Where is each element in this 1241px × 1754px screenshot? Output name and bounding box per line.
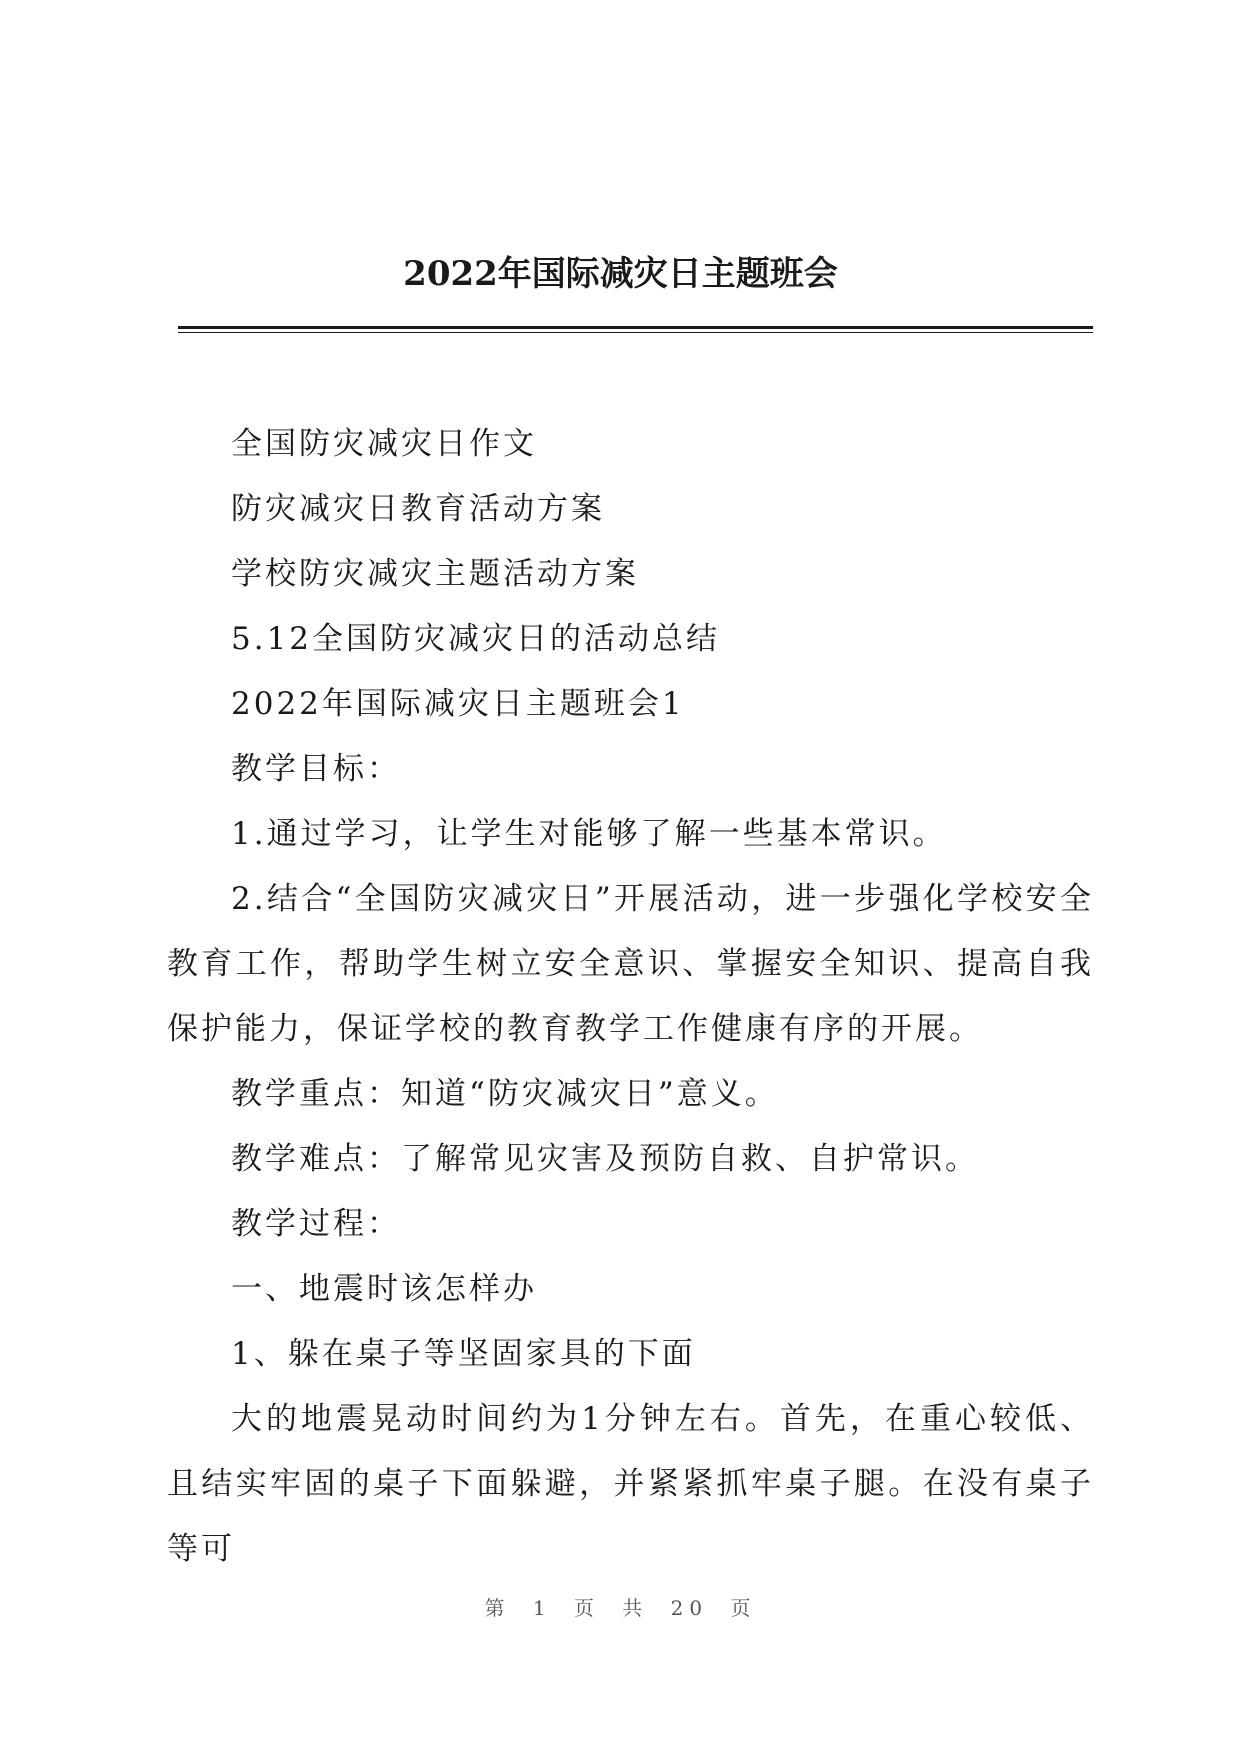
paragraph: 学校防灾减灾主题活动方案	[231, 556, 639, 592]
document-body	[167, 412, 1094, 1582]
paragraph: 一、地震时该怎样办	[231, 1271, 537, 1307]
title-divider-thin	[178, 332, 1093, 333]
paragraph: 2.结合“全国防灾减灾日”开展活动，进一步强化学校安全教育工作，帮助学生树立安全意识、掌握安全知识、提高自我保护能力，保证学校的教育教学工作健康有序的开展。	[167, 881, 1094, 1047]
paragraph: 教学目标：	[231, 751, 401, 787]
paragraph: 教学难点：了解常见灾害及预防自救、自护常识。	[231, 1141, 979, 1177]
paragraph: 教学重点：知道“防灾减灾日”意义。	[231, 1076, 779, 1112]
paragraph: 1、躲在桌子等坚固家具的下面	[231, 1336, 696, 1372]
page-footer: 第 1 页 共 20 页	[484, 1596, 757, 1620]
paragraph: 教学过程：	[231, 1206, 401, 1242]
paragraph: 防灾减灾日教育活动方案	[231, 491, 605, 527]
paragraph: 5.12全国防灾减灾日的活动总结	[231, 621, 721, 657]
paragraph: 全国防灾减灾日作文	[231, 426, 537, 462]
paragraph: 大的地震晃动时间约为1分钟左右。首先，在重心较低、且结实牢固的桌子下面躲避，并紧紧抓牢桌子腿。在没有桌子等可	[167, 1401, 1094, 1567]
title-divider-thick	[178, 326, 1093, 329]
paragraph: 2022年国际减灾日主题班会1	[231, 686, 685, 722]
paragraph: 1.通过学习，让学生对能够了解一些基本常识。	[231, 816, 947, 852]
document-title: 2022年国际减灾日主题班会	[403, 254, 838, 294]
